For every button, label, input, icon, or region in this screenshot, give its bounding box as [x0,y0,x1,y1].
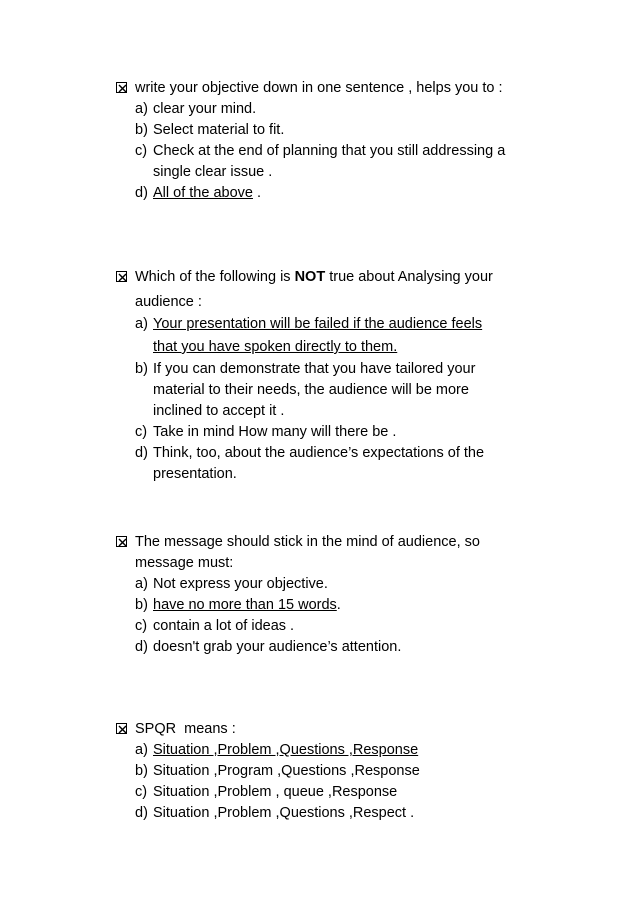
question-4-stem [116,719,546,740]
option-letter: a) [135,316,148,332]
checked-box-icon [116,723,127,734]
question-4-options [116,740,546,824]
option-text: Not express your objective. [153,576,328,592]
question-1-options [116,99,546,204]
option-letter: b) [135,122,148,138]
option-text-line: material to their needs, the audience will be more [153,382,469,398]
option-text: have no more than 15 words [153,597,337,613]
option-letter: d) [135,445,148,461]
question-1-stem-text: write your objective down in one sentence , helps you to : [135,80,503,96]
option-text-line: inclined to accept it . [153,403,285,419]
option-text: Situation ,Problem ,Questions ,Response [153,742,419,758]
option-2a [116,313,546,359]
question-1-stem [116,78,546,99]
option-letter: b) [135,763,148,779]
option-text: Situation ,Program ,Questions ,Response [153,763,420,779]
question-2-stem [116,267,546,288]
option-letter: c) [135,784,148,800]
option-2d [116,443,546,485]
option-suffix: . [252,185,262,201]
question-3 [116,532,546,658]
option-text: Select material to fit. [153,122,285,138]
option-text: Situation ,Problem , queue ,Response [153,784,398,800]
option-text-line: Your presentation will be failed if the audience feels [153,316,483,332]
question-2-stem-pre: Which of the following is [135,269,295,285]
option-suffix: . [336,597,341,613]
option-text-line: Think, too, about the audience’s expectations of the [153,445,485,461]
option-text-line: that you have spoken directly to them. [153,339,398,355]
option-letter: c) [135,618,148,634]
option-letter: d) [135,639,148,655]
option-4b [116,761,546,782]
option-text: doesn't grab your audience’s attention. [153,639,402,655]
option-text-line: Check at the end of planning that you still addressing a [153,143,506,159]
question-2-stem-bold: NOT [294,269,326,285]
question-3-stem-text: The message should stick in the mind of audience, so [135,534,480,550]
option-1b [116,120,546,141]
option-text-line: If you can demonstrate that you have tailored your [153,361,476,377]
option-4d [116,803,546,824]
option-letter: b) [135,361,148,377]
option-letter: d) [135,805,148,821]
option-text: Take in mind How many will there be . [153,424,397,440]
option-letter: a) [135,101,148,117]
option-4c [116,782,546,803]
option-3d [116,637,546,658]
question-2-options [116,313,546,485]
option-1d [116,183,546,204]
option-3b [116,595,546,616]
question-4-stem-text: SPQR means : [135,721,236,737]
checked-box-icon [116,82,127,93]
option-3c [116,616,546,637]
question-1 [116,78,546,204]
question-3-options [116,574,546,658]
option-letter: b) [135,597,148,613]
checked-box-icon [116,536,127,547]
option-letter: a) [135,576,148,592]
option-4a [116,740,546,761]
option-letter: c) [135,424,148,440]
option-1c [116,141,546,183]
option-letter: a) [135,742,148,758]
question-3-stem [116,532,546,553]
option-2c [116,422,546,443]
option-letter: d) [135,185,148,201]
option-text: All of the above [153,185,253,201]
option-text: contain a lot of ideas . [153,618,295,634]
option-text-line: presentation. [153,466,237,482]
option-1a [116,99,546,120]
question-3-stem-continued: message must: [135,555,234,571]
option-2b [116,359,546,422]
option-text: clear your mind. [153,101,257,117]
question-2-stem-continued: audience : [135,294,202,310]
question-2 [116,267,546,485]
option-3a [116,574,546,595]
option-text-line: single clear issue . [153,164,273,180]
option-letter: c) [135,143,148,159]
option-text: Situation ,Problem ,Questions ,Respect . [153,805,415,821]
question-4 [116,719,546,824]
question-2-stem-post: true about Analysing your [325,269,493,285]
checked-box-icon [116,271,127,282]
